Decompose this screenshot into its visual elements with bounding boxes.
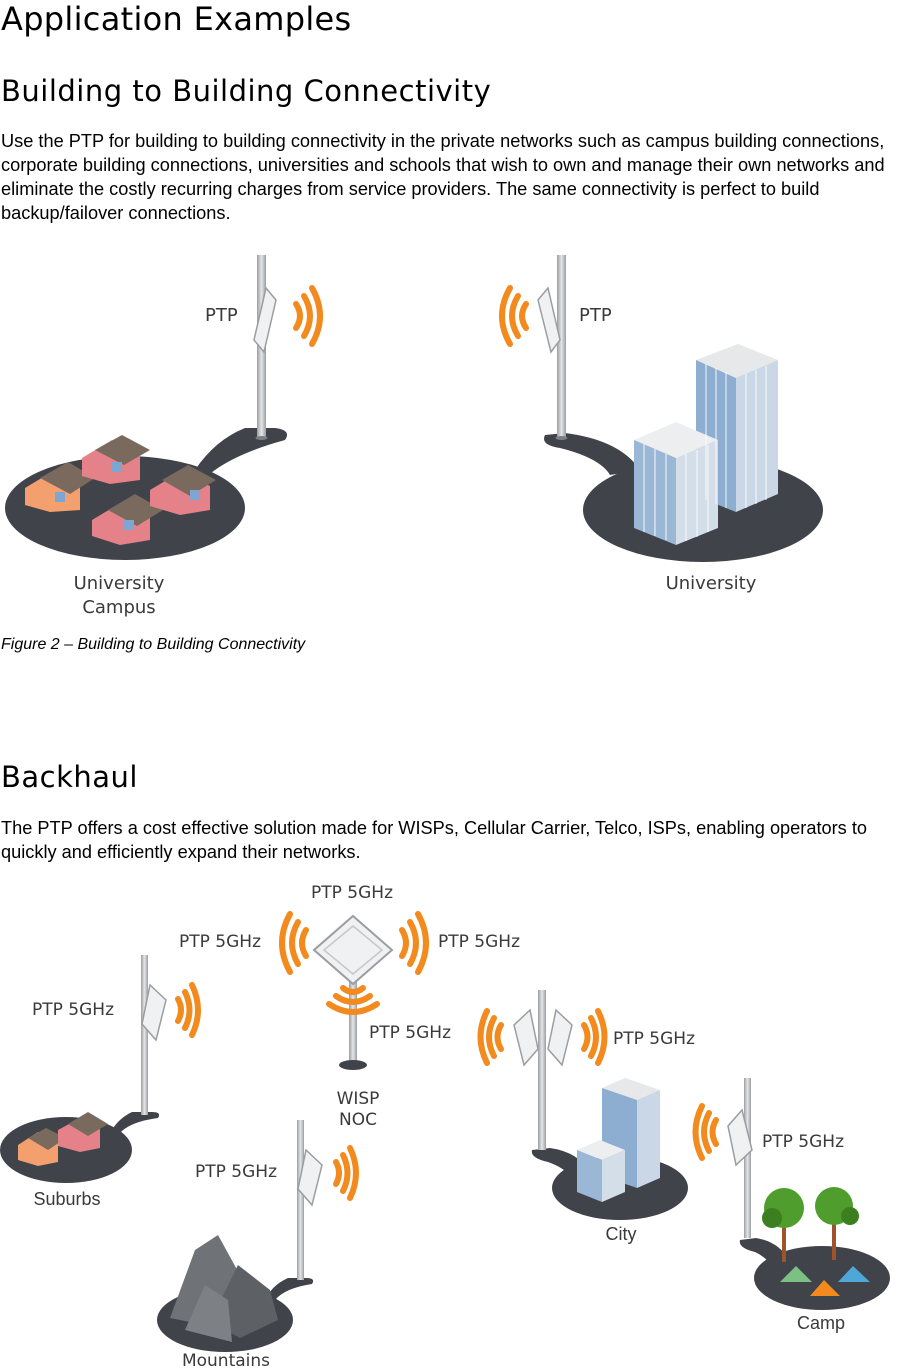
noc-top-label: PTP 5GHz [311,883,393,903]
signal-icon [696,1106,717,1158]
wisp-noc [179,883,520,1130]
noc-name-line1: WISP [336,1089,380,1109]
site-label-university: University [665,573,757,594]
section-body-backhaul: The PTP offers a cost effective solution made for WISPs, Cellular Carrier, Telco, ISPs, enabling operators to quickly and efficiently expand their networks. [1,818,867,862]
figure-caption: Figure 2 – Building to Building Connectivity [1,636,306,653]
figure-backhaul [0,870,914,1368]
camp-ptp-label: PTP 5GHz [762,1132,844,1152]
section-heading-building: Building to Building Connectivity [1,74,492,108]
signal-icon [502,288,526,344]
suburbs-ptp-label: PTP 5GHz [32,1000,114,1020]
antenna-icon [548,1010,572,1065]
noc-name-line2: NOC [339,1110,377,1130]
noc-bottom-label: PTP 5GHz [369,1023,451,1043]
site-label-campus-line2: Campus [82,597,156,618]
signal-icon [402,914,426,972]
signal-icon [296,288,320,344]
university-site [502,255,823,594]
ptp-label-right: PTP [579,305,612,326]
site-label-campus-line1: University [73,573,165,594]
campus-site [5,255,320,618]
antenna-icon [538,288,560,352]
signal-icon [481,1011,502,1063]
city-label: City [605,1224,637,1244]
camp-label: Camp [796,1313,846,1333]
city-site [481,990,696,1244]
antenna-icon [514,1010,538,1065]
city-ptp-label: PTP 5GHz [613,1029,695,1049]
ptp-label-left: PTP [205,305,238,326]
noc-left-label: PTP 5GHz [179,932,261,952]
camp-site [696,1078,891,1333]
page-title: Application Examples [1,0,352,38]
section-body-building: Use the PTP for building to building connectivity in the private networks such as campus building connections, corporate building connections, universities and schools that wish to own and manage their own networks and eliminate the costly recurring charges from service providers. The same connectivity is perfect to build backup/failover connections. [1,131,885,223]
noc-right-label: PTP 5GHz [438,932,520,952]
house [82,435,150,484]
signal-icon [282,914,306,972]
mountains-site [157,1120,356,1368]
mountains-ptp-label: PTP 5GHz [195,1162,277,1182]
signal-icon [178,985,198,1035]
section-heading-backhaul: Backhaul [1,760,138,794]
suburbs-label: Suburbs [33,1189,101,1209]
mountains-label: Mountains [181,1351,271,1368]
signal-icon [336,1148,356,1198]
figure-building-connectivity [0,240,914,625]
suburbs-site [0,955,198,1209]
signal-icon [584,1011,605,1063]
